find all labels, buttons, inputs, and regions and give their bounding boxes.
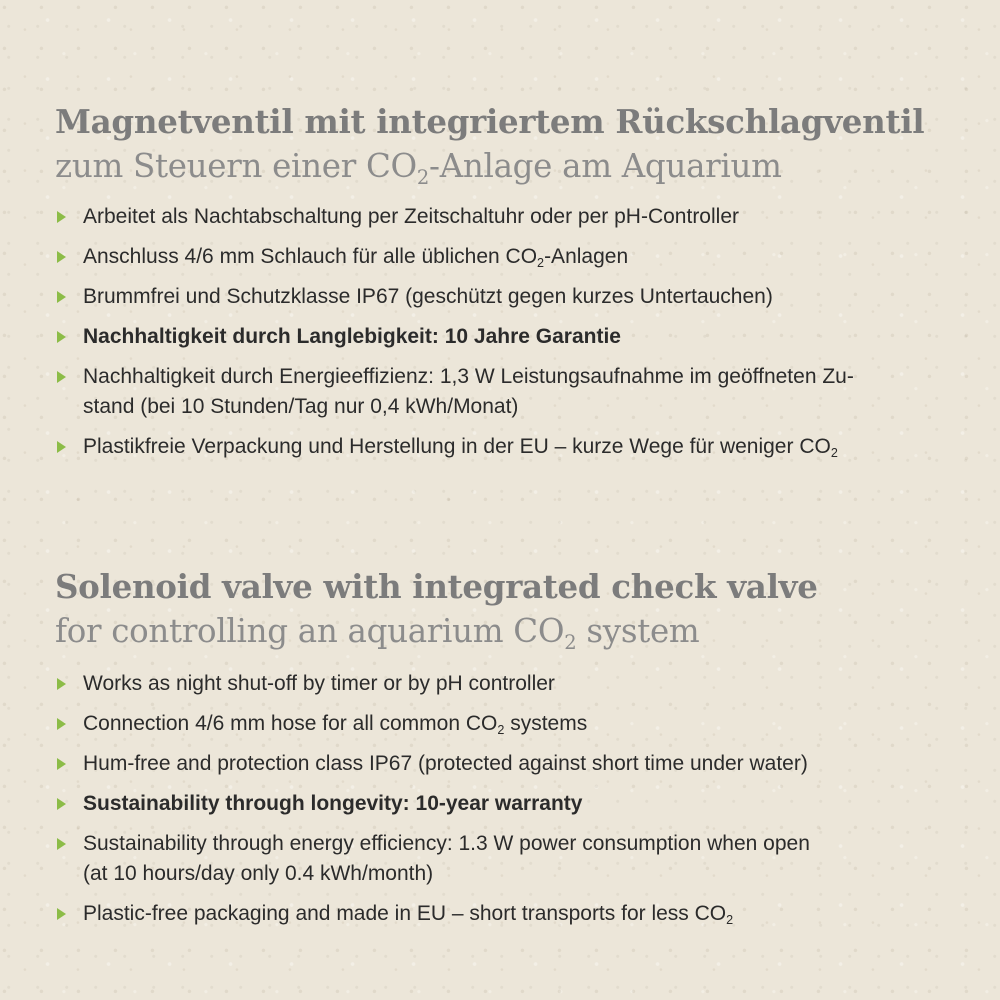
list-item xyxy=(55,432,975,462)
list-item xyxy=(55,709,975,739)
list-item-text xyxy=(83,242,628,272)
english-subtitle xyxy=(55,609,975,653)
english-section xyxy=(55,565,975,939)
bullet-arrow-icon xyxy=(57,908,66,920)
list-item-line-2: (at 10 hours/day only 0.4 kWh/month) xyxy=(83,862,434,885)
list-item-text-sub: 2 xyxy=(830,446,838,461)
list-item xyxy=(55,362,975,422)
list-item-text: Works as night shut-off by timer or by pH controller xyxy=(83,672,555,695)
list-item-text xyxy=(83,362,854,422)
german-subtitle-pre: zum Steuern einer CO xyxy=(55,147,417,185)
german-section xyxy=(55,100,975,472)
list-item xyxy=(55,749,975,779)
german-subtitle-post: -Anlage am Aquarium xyxy=(429,147,782,185)
list-item-text-sub: 2 xyxy=(497,723,505,738)
list-item xyxy=(55,829,975,889)
bullet-arrow-icon xyxy=(57,758,66,770)
list-item xyxy=(55,242,975,272)
list-item-text xyxy=(83,432,838,462)
bullet-arrow-icon xyxy=(57,371,66,383)
list-item-text: Nachhaltigkeit durch Langlebigkeit: 10 Jahre Garantie xyxy=(83,325,621,348)
list-item xyxy=(55,202,975,232)
list-item-line-1: Nachhaltigkeit durch Energieeffizienz: 1,3 W Leistungsaufnahme im geöffneten Zu- xyxy=(83,365,854,388)
list-item-text xyxy=(83,709,587,739)
bullet-arrow-icon xyxy=(57,441,66,453)
bullet-arrow-icon xyxy=(57,211,66,223)
english-subtitle-sub: 2 xyxy=(564,630,577,654)
bullet-arrow-icon xyxy=(57,718,66,730)
list-item-highlight xyxy=(55,322,975,352)
list-item xyxy=(55,282,975,312)
list-item-text: Arbeitet als Nachtabschaltung per Zeitschaltuhr oder per pH-Controller xyxy=(83,205,739,228)
list-item-text-post: -Anlagen xyxy=(544,245,629,268)
list-item-text-pre: Plastikfreie Verpackung und Herstellung in der EU – kurze Wege für weniger CO xyxy=(83,435,831,458)
list-item-text: Brummfrei und Schutzklasse IP67 (geschützt gegen kurzes Untertauchen) xyxy=(83,285,773,308)
english-title: Solenoid valve with integrated check valve xyxy=(55,567,818,606)
list-item-text xyxy=(83,829,810,889)
list-item-line-1: Sustainability through energy efficiency: 1.3 W power consumption when open xyxy=(83,832,810,855)
bullet-arrow-icon xyxy=(57,251,66,263)
german-title: Magnetventil mit integriertem Rückschlagventil xyxy=(55,102,925,141)
list-item-text: Hum-free and protection class IP67 (protected against short time under water) xyxy=(83,752,808,775)
english-subtitle-pre: for controlling an aquarium CO xyxy=(55,612,565,650)
list-item-text-pre: Connection 4/6 mm hose for all common CO xyxy=(83,712,498,735)
list-item-text-sub: 2 xyxy=(537,256,545,271)
english-subtitle-post: system xyxy=(576,612,700,650)
bullet-arrow-icon xyxy=(57,838,66,850)
bullet-arrow-icon xyxy=(57,678,66,690)
list-item-text-pre: Plastic-free packaging and made in EU – short transports for less CO xyxy=(83,902,727,925)
list-item-text-pre: Anschluss 4/6 mm Schlauch für alle üblichen CO xyxy=(83,245,538,268)
list-item-line-2: stand (bei 10 Stunden/Tag nur 0,4 kWh/Monat) xyxy=(83,395,519,418)
list-item-text: Sustainability through longevity: 10-year warranty xyxy=(83,792,583,815)
german-subtitle xyxy=(55,144,975,188)
list-item-text-sub: 2 xyxy=(726,913,734,928)
bullet-arrow-icon xyxy=(57,798,66,810)
bullet-arrow-icon xyxy=(57,331,66,343)
list-item xyxy=(55,899,975,929)
bullet-arrow-icon xyxy=(57,291,66,303)
list-item-highlight xyxy=(55,789,975,819)
english-feature-list xyxy=(55,669,975,929)
german-subtitle-sub: 2 xyxy=(416,165,430,189)
list-item-text xyxy=(83,899,733,929)
german-feature-list xyxy=(55,202,975,462)
list-item xyxy=(55,669,975,699)
list-item-text-post: systems xyxy=(504,712,588,735)
